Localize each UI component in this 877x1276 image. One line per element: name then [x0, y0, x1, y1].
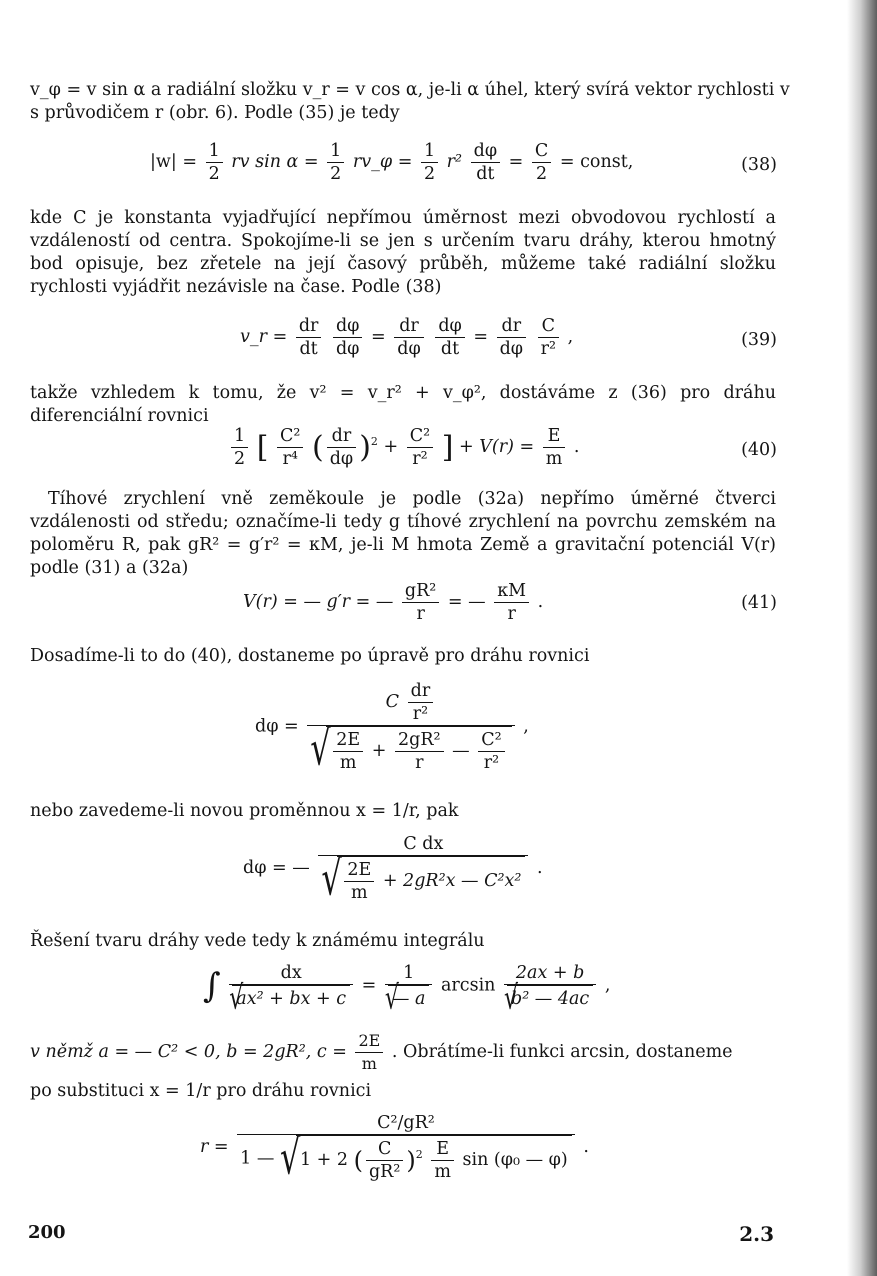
bracket-open: [ [256, 430, 269, 465]
eq-op: = [361, 975, 377, 996]
fraction: $\frac{d\varphi}{dt}$ [471, 140, 500, 185]
paren-open: ( [312, 430, 324, 465]
section-number: 2.3 [739, 1222, 774, 1246]
fraction: $\frac{1}{2}$ [327, 140, 344, 185]
eq-op: + [383, 437, 399, 457]
fraction: $\frac{E}{m}$ [543, 425, 566, 470]
square-root: √ $\frac{2E}{m}$ + 2gR²x — C²x² [321, 856, 525, 904]
paragraph-line: s průvodičem r (obr. 6). Podle (35) je tedy [30, 103, 400, 123]
equation-number: (41) [741, 593, 777, 613]
equation-41 [243, 580, 543, 625]
eq-op: , [604, 975, 611, 996]
eq-op: . [583, 1137, 589, 1157]
paragraph: Tíhové zrychlení vně zeměkoule je podle (32a) nepřímo úměrné čtverci vzdálenosti od středu; označíme-li tedy g tíhové zrychlení na povrchu zemském na poloměru R, pak gR² = g′r² = κM, je-li M hmota Země a gravitační potenciál V(r) podle (31) a (32a) [30, 489, 776, 578]
paragraph: kde C je konstanta vyjadřující nepřímou úměrnost mezi obvodovou rychlostí a vzdáleností od centra. Spokojíme-li se jen s určením tvaru dráhy, kterou hmotný bod opisuje, bez zřetele na její časový průběh, můžeme také radiální složku rychlosti vyjádřit nezávisle na čase. Podle (38) [30, 208, 776, 297]
fraction-numerator: C $\frac{dr}{\text{r²}}$ [307, 680, 514, 726]
equation-38 [150, 140, 633, 185]
fraction: 2ax + b √ b² — 4ac [504, 962, 596, 1010]
square-root: √ $\frac{2E}{m}$ + $\frac{\text{2gR²}}{r}$ — $\frac{\text{C²}}{\text{r²}}$ [310, 726, 511, 774]
equation-number: (39) [741, 330, 777, 350]
equation-39 [240, 315, 573, 360]
page-number: 200 [28, 1222, 66, 1243]
fraction [237, 1112, 575, 1186]
eq-op: = [473, 327, 489, 347]
fraction: $\frac{1}{2}$ [421, 140, 438, 185]
equation-dphi-r [255, 680, 529, 777]
equation-40: $\frac{1}{2}$ [ $\frac{\text{C²}}{\text{r⁴}}$ ( $\frac{dr}{d\varphi}$ )$^2$ + $\frac{\text{C²}}{\text{r²}}$ ] + V(r) = $\frac{E}{m}$ . [228, 425, 579, 470]
fraction [307, 680, 514, 777]
square-root: √ 1 + 2 ( $\frac{C}{\text{gR²}}$ )$^2$ $\frac{E}{m}$ sin (φ₀ — φ) [280, 1135, 572, 1183]
fraction: $\frac{d\varphi}{d\varphi}$ [333, 315, 362, 360]
eq-lhs: r = [200, 1137, 229, 1157]
eq-lhs: v_r = [240, 327, 288, 347]
equation-dphi-x [243, 833, 543, 907]
fraction: $\frac{\text{C²}}{\text{r⁴}}$ [277, 425, 303, 470]
fraction: $\frac{C}{\text{r²}}$ [538, 315, 559, 360]
fraction [318, 833, 528, 907]
fraction: $\frac{C}{2}$ [532, 140, 551, 185]
eq-op: = [371, 327, 386, 347]
eq-lhs: |w| = [150, 152, 197, 172]
paragraph: Dosadíme-li to do (40), dostaneme po úpravě pro dráhu rovnici [30, 646, 590, 666]
fraction: $\frac{1}{2}$ [231, 425, 248, 470]
fraction: 1 √ — a [385, 962, 433, 1010]
fraction: dx √ ax² + bx + c [229, 962, 353, 1010]
eq-lhs: V(r) = — g′r = — [243, 592, 394, 612]
eq-lhs: dφ = — [243, 858, 310, 878]
page-binding-shadow [847, 0, 877, 1276]
paragraph: takže vzhledem k tomu, že v² = v_r² + v_φ², dostáváme z (36) pro dráhu diferenciální rovnici [30, 383, 776, 426]
fraction: $\frac{d\varphi}{dt}$ [435, 315, 464, 360]
equation-number: (40) [741, 440, 777, 460]
fraction: $\frac{\kappa M}{r}$ [494, 580, 529, 625]
equation-orbit [200, 1112, 589, 1186]
fraction: $\frac{1}{2}$ [206, 140, 223, 185]
fraction: $\frac{dr}{d\varphi}$ [394, 315, 423, 360]
paragraph-line: v němž a = — C² < 0, b = 2gR², c = $\frac{2E}{m}$ . Obrátíme-li funkci arcsin, dostaneme [30, 1031, 733, 1073]
fraction-denominator [307, 719, 514, 777]
eq-op: . [536, 858, 543, 878]
integral-sign: ∫ [203, 966, 221, 1006]
eq-op: , [567, 327, 574, 347]
fraction-denominator [318, 849, 528, 907]
eq-term: = [508, 152, 524, 172]
paragraph-line: po substituci x = 1/r pro dráhu rovnici [30, 1081, 372, 1101]
eq-term: rv sin α = [231, 152, 319, 172]
eq-term: + V(r) = [459, 437, 535, 457]
fraction: $\frac{dr}{dt}$ [296, 315, 322, 360]
fraction: $\frac{\text{C²}}{\text{r²}}$ [407, 425, 433, 470]
fraction: $\frac{dr}{d\varphi}$ [497, 315, 526, 360]
fraction-denominator: 1 — √ 1 + 2 ( $\frac{C}{\text{gR²}}$ )$^2$ $\frac{E}{m}$ sin (φ₀ — φ) [237, 1135, 575, 1183]
fraction-numerator: C dx [318, 833, 528, 856]
eq-term: r² [446, 152, 463, 172]
eq-term: = const, [559, 152, 634, 172]
fraction: $\frac{dr}{d\varphi}$ [327, 425, 356, 470]
paragraph-line: v_φ = v sin α a radiální složku v_r = v cos α, je-li α úhel, který svírá vektor rychlosti v [30, 80, 790, 100]
eq-op: . [537, 592, 544, 612]
eq-op: , [523, 716, 529, 737]
bracket-close: ] [441, 430, 454, 465]
eq-term: arcsin [440, 975, 496, 996]
fraction: $\frac{\text{gR²}}{r}$ [402, 580, 439, 625]
paren-close: ) [359, 430, 371, 465]
equation-number: (38) [741, 155, 777, 175]
equation-integral [203, 962, 611, 1018]
paragraph-line: Řešení tvaru dráhy vede tedy k známému integrálu [30, 931, 485, 951]
paragraph-line: nebo zavedeme-li novou proměnnou x = 1/r, pak [30, 801, 459, 821]
fraction-numerator: C²/gR² [237, 1112, 575, 1135]
eq-lhs: dφ = [255, 716, 299, 737]
eq-op: = — [447, 592, 486, 612]
eq-op: . [573, 437, 580, 457]
eq-term: rv_φ = [352, 152, 413, 172]
